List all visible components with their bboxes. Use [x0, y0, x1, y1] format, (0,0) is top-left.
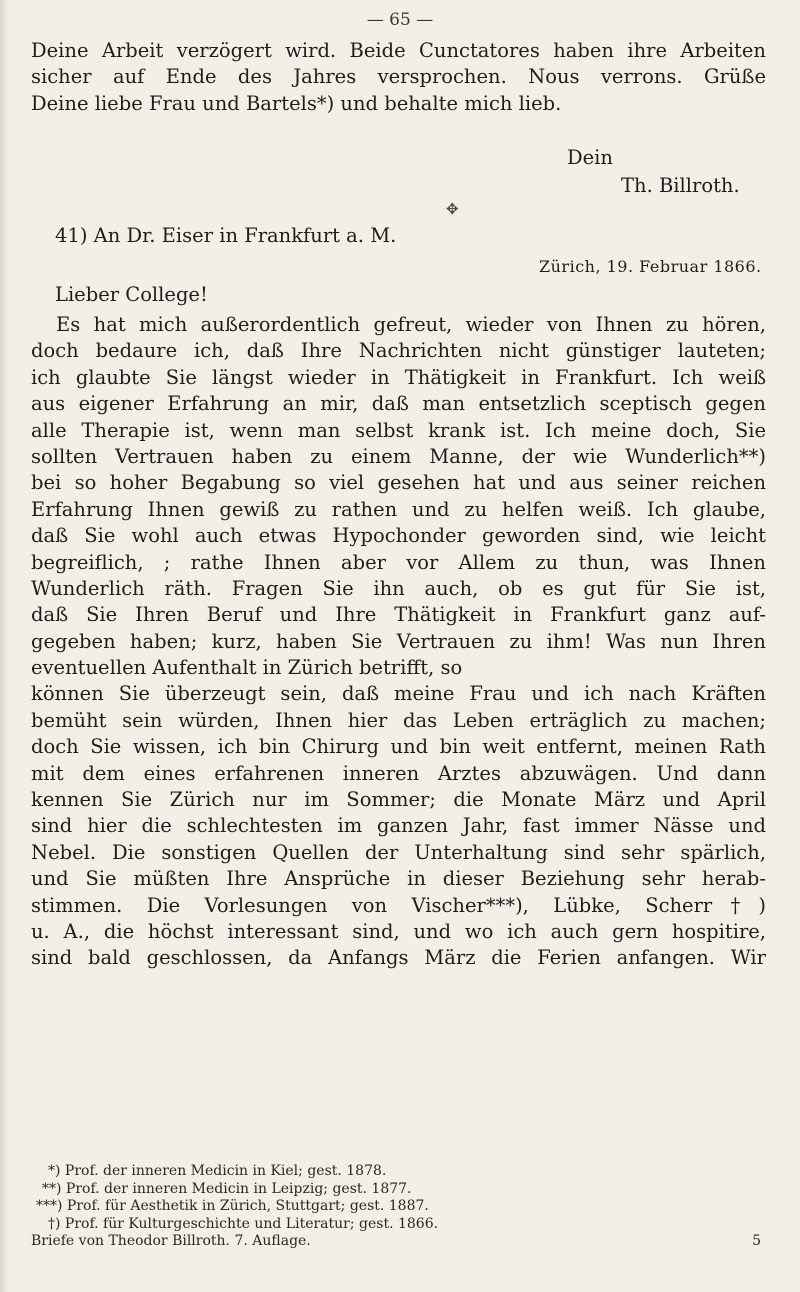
footnote: **) Prof. der inneren Medicin in Leipzig; gest. 1877.: [42, 1180, 412, 1197]
text-line: Deine liebe Frau und Bartels*) und behalte mich lieb.: [31, 91, 562, 115]
text-line: gegeben haben; kurz, haben Sie Vertrauen zu ihm! Was nun Ihren eventuellen Aufenthalt in Zürich betrifft, so: [31, 629, 766, 680]
text-line: Deine Arbeit verzögert wird. Beide Cunctatores haben ihre Arbeiten: [31, 39, 766, 62]
text-line: alle Therapie ist, wenn man selbst krank ist. Ich meine doch, Sie: [31, 418, 766, 442]
text-line: u. A., die höchst interessant sind, und wo ich auch gern hospitire,: [31, 920, 766, 943]
text-line: Nebel. Die sonstigen Quellen der Unterhaltung sind sehr spärlich,: [31, 840, 766, 864]
text-line: Es hat mich außerordentlich gefreut, wieder von Ihnen zu hören,: [56, 313, 766, 336]
text-line: sind bald geschlossen, da Anfangs März die Ferien anfangen. Wir: [31, 946, 766, 970]
text-line: stimmen. Die Vorlesungen von Vischer***), Lübke, Scherr†): [31, 893, 766, 917]
text-line: begreiflich, ; rathe Ihnen aber vor Allem zu thun, was Ihnen: [31, 550, 766, 574]
signature-name: Th. Billroth.: [621, 174, 740, 197]
text-line: Wunderlich räth. Fragen Sie ihn auch, ob es gut für Sie ist,: [31, 576, 766, 600]
letter-dateline: Zürich, 19. Februar 1866.: [539, 257, 762, 276]
text-line: und Sie müßten Ihre Ansprüche in dieser Beziehung sehr herab-: [31, 867, 766, 891]
page-edge-shadow: [0, 0, 8, 1292]
text-line: mit dem eines erfahrenen inneren Arztes abzuwägen. Und dann: [31, 761, 766, 785]
footnote: ***) Prof. für Aesthetik in Zürich, Stuttgart; gest. 1887.: [36, 1198, 429, 1214]
text-line: aus eigener Erfahrung an mir, daß man entsetzlich sceptisch gegen: [31, 392, 766, 416]
text-line: sicher auf Ende des Jahres versprochen. Nous verrons. Grüße: [31, 65, 766, 89]
footer-signature-mark: 5: [752, 1233, 761, 1249]
text-line: kennen Sie Zürich nur im Sommer; die Monate März und April: [31, 788, 766, 812]
text-line: daß Sie wohl auch etwas Hypochonder geworden sind, wie leicht: [31, 524, 766, 548]
text-line: doch Sie wissen, ich bin Chirurg und bin weit entfernt, meinen Rath: [31, 735, 766, 759]
ornament-icon: ✥: [446, 200, 459, 218]
footnotes: [31, 1163, 771, 1251]
text-line: daß Sie Ihren Beruf und Ihre Thätigkeit in Frankfurt ganz auf-: [31, 603, 766, 627]
text-line: doch bedaure ich, daß Ihre Nachrichten nicht günstiger lauteten;: [31, 339, 766, 363]
text-line: sollten Vertrauen haben zu einem Manne, der wie Wunderlich**): [31, 444, 766, 468]
closing-dein: Dein: [567, 146, 613, 169]
letter-salutation: Lieber College!: [55, 283, 208, 306]
page-number: — 65 —: [366, 10, 434, 30]
text-line: sind hier die schlechtesten im ganzen Jahr, fast immer Nässe und: [31, 814, 766, 838]
closing-paragraph: [31, 38, 766, 117]
footnote: †) Prof. für Kulturgeschichte und Literatur; gest. 1866.: [48, 1215, 439, 1232]
footnote: *) Prof. der inneren Medicin in Kiel; gest. 1878.: [48, 1163, 387, 1179]
text-line: Erfahrung Ihnen gewiß zu rathen und zu helfen weiß. Ich glaube,: [31, 497, 766, 521]
letter-heading: 41) An Dr. Eiser in Frankfurt a. M.: [55, 224, 397, 247]
text-line: ich glaubte Sie längst wieder in Thätigkeit in Frankfurt. Ich weiß: [31, 365, 766, 389]
letter-body: [31, 312, 766, 972]
text-line: können Sie überzeugt sein, daß meine Frau und ich nach Kräften: [31, 682, 766, 706]
text-line: bemüht sein würden, Ihnen hier das Leben erträglich zu machen;: [31, 708, 766, 732]
text-line: bei so hoher Begabung so viel gesehen hat und aus seiner reichen: [31, 471, 766, 495]
footer-book-title: Briefe von Theodor Billroth. 7. Auflage.: [31, 1233, 311, 1249]
page-footer: [31, 1233, 771, 1251]
